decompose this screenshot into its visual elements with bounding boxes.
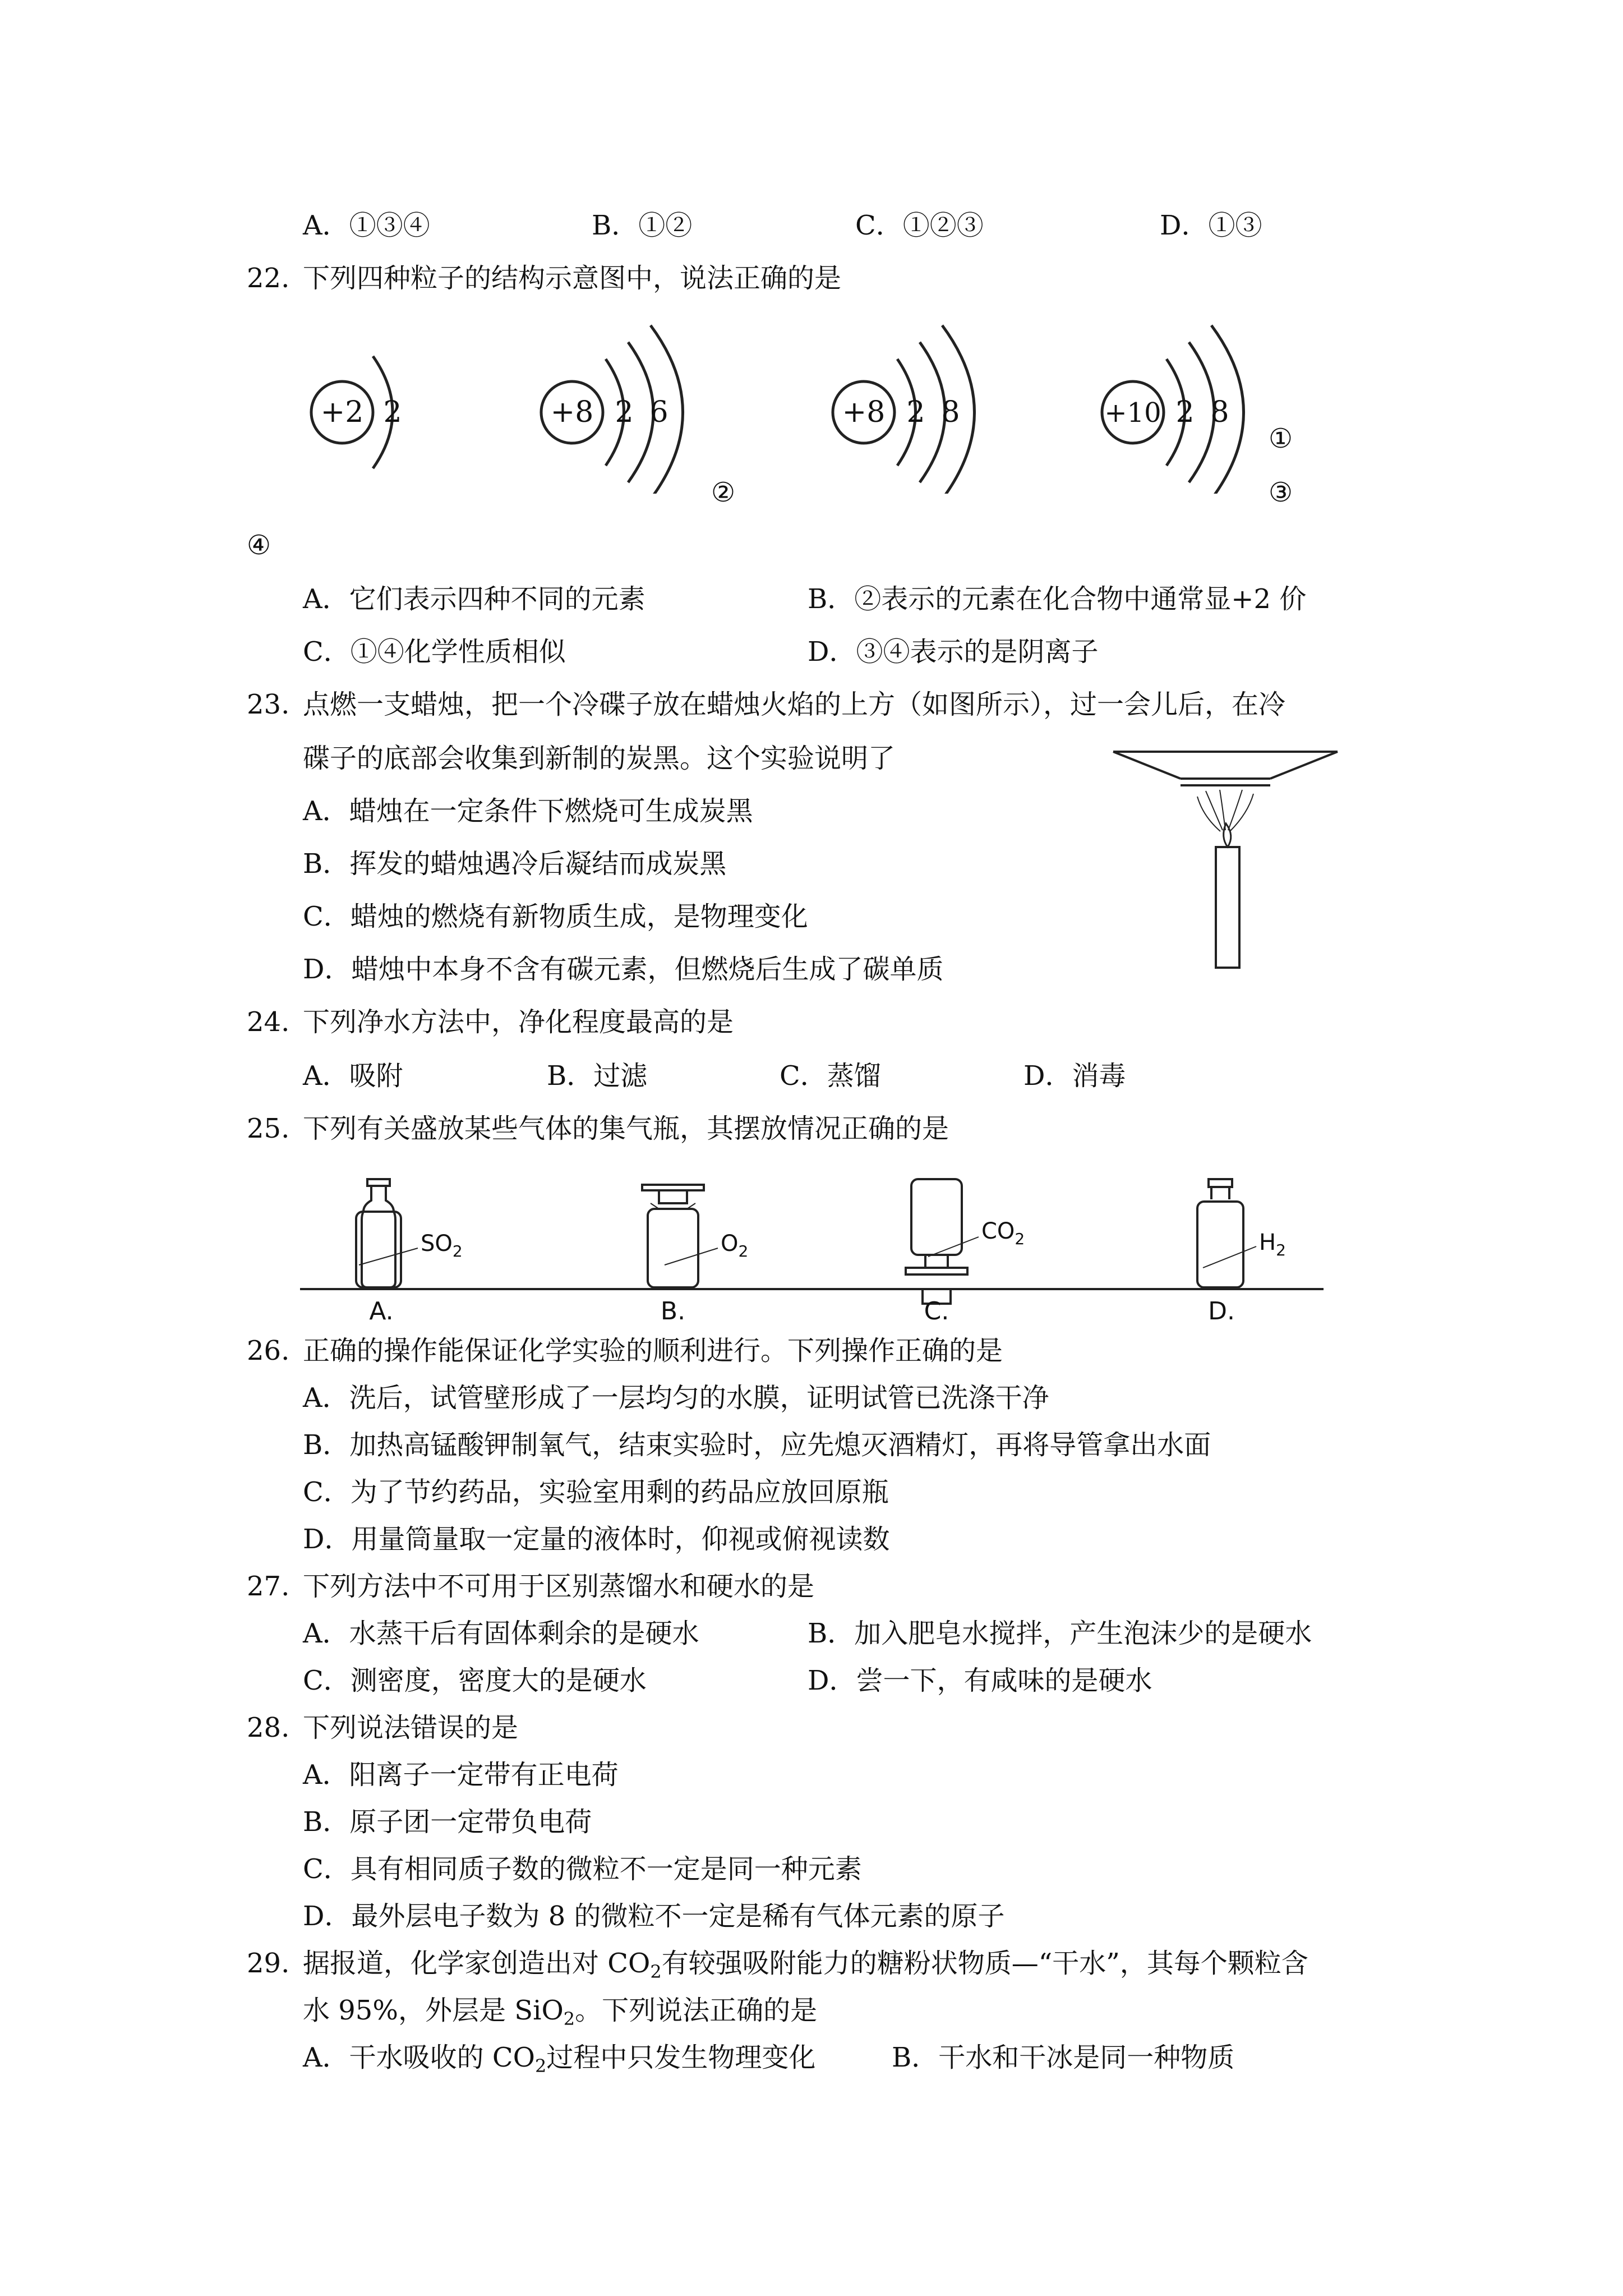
q22-option-a: A．它们表示四种不同的元素 xyxy=(303,583,645,615)
svg-text:SO2 xyxy=(421,1231,463,1260)
bottle-b-letter: B. xyxy=(660,1297,686,1326)
svg-text:H2 xyxy=(1259,1230,1286,1259)
q28-option-d: D．最外层电子数为 8 的微粒不一定是稀有气体元素的原子 xyxy=(303,1901,1005,1932)
q27-option-d: D．尝一下，有咸味的是硬水 xyxy=(808,1665,1152,1696)
diagram-mark-4: ④ xyxy=(247,530,271,561)
q24-stem: 下列净水方法中，净化程度最高的是 xyxy=(303,1006,734,1038)
diagram-1-shell-1: 2 xyxy=(383,395,402,429)
q27-option-a: A．水蒸干后有固体剩余的是硬水 xyxy=(303,1618,699,1649)
q21-option-d: D．①③ xyxy=(1160,210,1262,241)
q24-option-a: A．吸附 xyxy=(303,1060,403,1092)
diagram-4-shell-2: 8 xyxy=(1210,395,1229,429)
diagram-3-nucleus: +8 xyxy=(842,395,886,429)
bottle-b-gas: O xyxy=(721,1231,739,1257)
q23-option-a: A．蜡烛在一定条件下燃烧可生成炭黑 xyxy=(303,795,753,827)
candle-plate-figure xyxy=(1110,740,1346,976)
q24-option-b: B．过滤 xyxy=(547,1060,648,1092)
q24-option-d: D．消毒 xyxy=(1023,1060,1126,1092)
q26-option-a: A．洗后，试管壁形成了一层均匀的水膜，证明试管已洗涤干净 xyxy=(303,1382,1049,1414)
diagram-3-shell-2: 8 xyxy=(941,395,960,429)
q22-number: 22. xyxy=(247,263,290,294)
q26-option-d: D．用量筒量取一定量的液体时，仰视或俯视读数 xyxy=(303,1524,890,1555)
q23-option-d: D．蜡烛中本身不含有碳元素，但燃烧后生成了碳单质 xyxy=(303,954,944,985)
q27-number: 27. xyxy=(247,1571,290,1602)
bottle-b-gas-subscript: 2 xyxy=(738,1242,749,1260)
bottle-a-gas: SO xyxy=(421,1231,453,1257)
diagram-2-shell-2: 6 xyxy=(649,395,668,429)
q23-number: 23. xyxy=(247,689,290,720)
q23-stem-line-1: 点燃一支蜡烛，把一个冷碟子放在蜡烛火焰的上方（如图所示），过一会儿后，在冷 xyxy=(303,689,1286,720)
diagram-4-nucleus: +10 xyxy=(1104,397,1161,429)
q28-number: 28. xyxy=(247,1712,290,1743)
q22-option-d: D．③④表示的是阴离子 xyxy=(808,636,1099,668)
diagram-4-shell-1: 2 xyxy=(1175,395,1195,429)
q27-option-c: C．测密度，密度大的是硬水 xyxy=(303,1665,647,1696)
bottle-c-letter: C. xyxy=(924,1297,949,1326)
q27-option-b: B．加入肥皂水搅拌，产生泡沫少的是硬水 xyxy=(808,1618,1312,1649)
q28-stem: 下列说法错误的是 xyxy=(303,1712,519,1743)
q21-option-a: A．①③④ xyxy=(303,210,430,241)
q23-stem-line-2: 碟子的底部会收集到新制的炭黑。这个实验说明了 xyxy=(303,743,896,774)
bottle-a-gas-subscript: 2 xyxy=(452,1242,463,1260)
q27-stem: 下列方法中不可用于区别蒸馏水和硬水的是 xyxy=(303,1571,815,1602)
diagram-3-shell-1: 2 xyxy=(906,395,925,429)
q29-number: 29. xyxy=(247,1948,290,1979)
diagram-mark-1: ① xyxy=(1269,423,1293,454)
bottle-a-letter: A. xyxy=(369,1297,394,1326)
diagram-1-nucleus: +2 xyxy=(320,395,364,429)
q29-option-a: A．干水吸收的 $CO_2$过程中只发生物理变化 xyxy=(303,2042,816,2077)
q26-number: 26. xyxy=(247,1335,290,1366)
svg-text:O2 xyxy=(721,1231,748,1260)
q22-option-c: C．①④化学性质相似 xyxy=(303,636,566,668)
q25-number: 25. xyxy=(247,1113,290,1144)
bottle-d-gas-subscript: 2 xyxy=(1276,1241,1286,1259)
atomic-structure-diagrams xyxy=(280,314,1374,494)
q23-option-b: B．挥发的蜡烛遇冷后凝结而成炭黑 xyxy=(303,848,727,880)
diagram-2-nucleus: +8 xyxy=(550,395,594,429)
diagram-2-shell-1: 2 xyxy=(615,395,634,429)
diagram-mark-3: ③ xyxy=(1269,477,1293,508)
q26-option-c: C．为了节约药品，实验室用剩的药品应放回原瓶 xyxy=(303,1476,889,1508)
q28-option-c: C．具有相同质子数的微粒不一定是同一种元素 xyxy=(303,1853,862,1885)
q21-option-c: C．①②③ xyxy=(855,210,984,241)
q21-option-b: B．①② xyxy=(592,210,693,241)
bottle-d-gas: H xyxy=(1259,1230,1276,1255)
bottle-c-gas: CO xyxy=(981,1218,1015,1244)
q26-option-b: B．加热高锰酸钾制氧气，结束实验时，应先熄灭酒精灯，再将导管拿出水面 xyxy=(303,1429,1211,1461)
q25-stem: 下列有关盛放某些气体的集气瓶，其摆放情况正确的是 xyxy=(303,1113,949,1144)
svg-text:CO2 xyxy=(981,1218,1025,1248)
q22-option-b: B．②表示的元素在化合物中通常显+2 价 xyxy=(808,583,1307,615)
q26-stem: 正确的操作能保证化学实验的顺利进行。下列操作正确的是 xyxy=(303,1335,1003,1366)
q28-option-b: B．原子团一定带负电荷 xyxy=(303,1806,592,1838)
gas-bottles-figure xyxy=(297,1172,1329,1329)
bottle-c-gas-subscript: 2 xyxy=(1015,1230,1025,1248)
bottle-d-letter: D. xyxy=(1208,1297,1235,1326)
diagram-mark-2: ② xyxy=(711,477,736,508)
q29-stem-line-1: 据报道，化学家创造出对 $CO_2$有较强吸附能力的糖粉状物质—“干水”，其每个颗粒含 xyxy=(303,1948,1308,1982)
q23-option-c: C．蜡烛的燃烧有新物质生成，是物理变化 xyxy=(303,901,808,932)
q29-stem-line-2: 水 95%，外层是 SiO$_2$。下列说法正确的是 xyxy=(303,1995,818,2030)
q24-number: 24. xyxy=(247,1006,290,1038)
q29-option-b: B．干水和干冰是同一种物质 xyxy=(892,2042,1235,2073)
q22-stem: 下列四种粒子的结构示意图中，说法正确的是 xyxy=(303,263,842,294)
q28-option-a: A．阳离子一定带有正电荷 xyxy=(303,1759,619,1791)
q24-option-c: C．蒸馏 xyxy=(780,1060,881,1092)
